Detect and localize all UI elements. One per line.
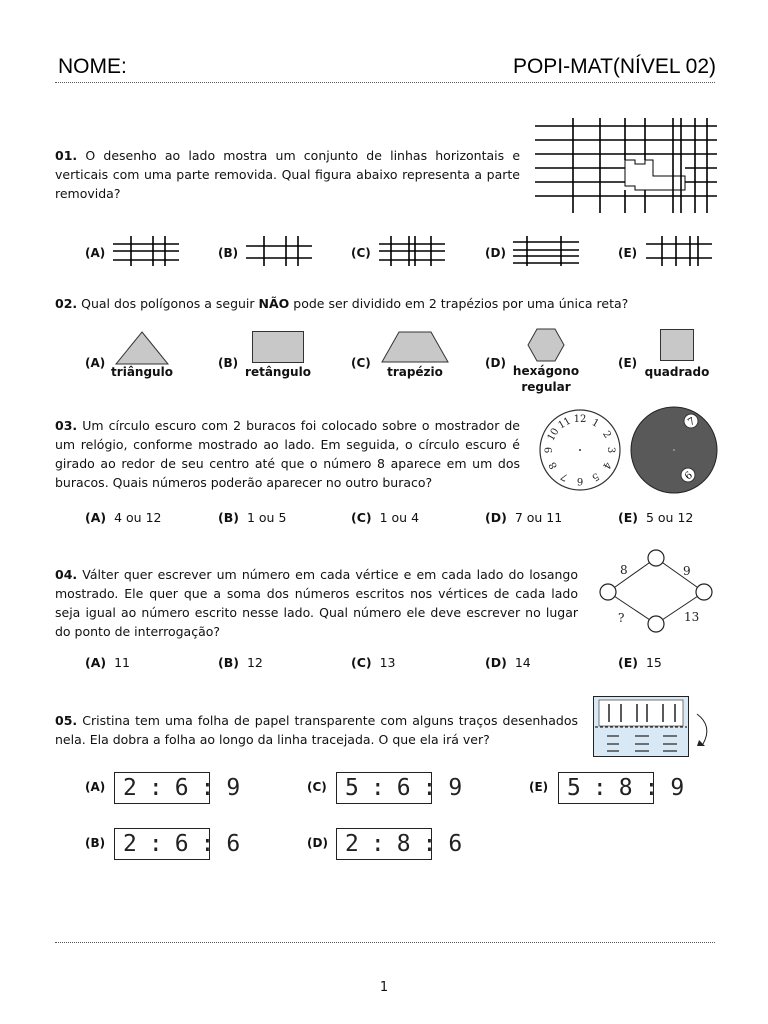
q1-figure-b	[246, 236, 312, 266]
q4-option-e[interactable]: (E) 15	[618, 655, 662, 670]
clock-number-9: 9	[544, 446, 555, 454]
q2-option-e[interactable]: (E)	[618, 356, 638, 370]
question-01-text	[55, 146, 520, 203]
clock-number-6: 6	[576, 475, 584, 486]
side-label-top-left: 8	[620, 563, 628, 577]
question-02-body-end: pode ser dividido em 2 trapézios por uma única reta?	[289, 296, 629, 311]
clock-number-4: 4	[600, 459, 613, 471]
q2-label-c: trapézio	[387, 365, 443, 379]
side-label-bottom-left: ?	[618, 611, 625, 625]
question-04-number: 04.	[55, 567, 78, 582]
question-02-body-start: Qual dos polígonos a seguir	[81, 296, 259, 311]
q2-label-b: retângulo	[245, 365, 311, 379]
q2-option-b[interactable]: (B)	[218, 356, 239, 370]
q1-option-d[interactable]: (D)	[485, 246, 506, 260]
question-01-body: O desenho ao lado mostra um conjunto de linhas horizontais e verticais com uma parte removida. Qual figura abaixo representa a parte removida?	[55, 148, 521, 201]
display-b-digits: 2:6:6	[123, 831, 253, 857]
vertex-right	[696, 584, 712, 600]
q3-option-d[interactable]: (D) 7 ou 11	[485, 510, 563, 525]
vertex-bottom	[648, 616, 664, 632]
vertex-top	[648, 550, 664, 566]
question-01-number: 01.	[55, 148, 78, 163]
q3-option-b[interactable]: (B) 1 ou 5	[218, 510, 287, 525]
hexagon-shape	[527, 328, 565, 362]
rhombus-figure	[594, 548, 714, 634]
fold-arrow-icon	[697, 714, 707, 744]
side-label-bottom-right: 13	[684, 610, 700, 624]
question-04-text	[55, 565, 578, 641]
q2-option-a[interactable]: (A)	[85, 356, 106, 370]
display-d-digits: 2:8:6	[345, 831, 475, 857]
question-03-text	[55, 416, 520, 492]
clock-number-8: 8	[547, 459, 560, 471]
question-04-body: Válter quer escrever um número em cada vértice e em cada lado do losango mostrado. Ele quer que a soma dos números escritos nos vértices de cada lado seja igual ao número escrito nesse lado. Qual número ele deve escrever no lugar do ponto de interrogação?	[55, 567, 578, 639]
question-05-text	[55, 711, 578, 749]
question-05-number: 05.	[55, 713, 78, 728]
q1-option-a[interactable]: (A)	[85, 246, 106, 260]
question-03-number: 03.	[55, 418, 78, 433]
q5-option-d[interactable]: (D)	[307, 836, 328, 850]
q3-option-a[interactable]: (A) 4 ou 12	[85, 510, 162, 525]
q3-option-e[interactable]: (E) 5 ou 12	[618, 510, 694, 525]
clock-number-3: 3	[605, 446, 616, 454]
clock-number-7: 7	[559, 470, 571, 483]
display-e	[558, 772, 697, 804]
q1-option-c[interactable]: (C)	[351, 246, 371, 260]
triangle-shape	[115, 331, 169, 365]
grid-figure	[535, 118, 717, 213]
q2-option-c[interactable]: (C)	[351, 356, 371, 370]
q5-option-a[interactable]: (A)	[85, 780, 106, 794]
q2-label-a: triângulo	[111, 365, 173, 379]
display-a-digits: 2:6:9	[123, 775, 253, 801]
question-02-number: 02.	[55, 296, 78, 311]
side-label-top-right: 9	[683, 564, 691, 578]
q3-option-c[interactable]: (C) 1 ou 4	[351, 510, 420, 525]
display-b	[114, 828, 253, 860]
q1-option-b[interactable]: (B)	[218, 246, 239, 260]
hole-number-top: 7	[686, 415, 698, 429]
dark-disc	[630, 406, 718, 494]
q1-option-e[interactable]: (E)	[618, 246, 638, 260]
header-divider	[55, 82, 715, 83]
q4-option-b[interactable]: (B) 12	[218, 655, 263, 670]
q5-option-e[interactable]: (E)	[529, 780, 549, 794]
footer-divider	[55, 942, 715, 943]
question-02-emphasis: NÃO	[258, 296, 290, 311]
trapezoid-shape	[381, 331, 449, 363]
q1-figure-e	[646, 236, 712, 266]
page-number: 1	[379, 980, 389, 995]
vertex-left	[600, 584, 616, 600]
q1-figure-c	[379, 236, 445, 266]
q5-option-c[interactable]: (C)	[307, 780, 327, 794]
clock-number-5: 5	[589, 470, 601, 483]
level-title: POPI-MAT(NÍVEL 02)	[512, 55, 716, 78]
q2-label-e: quadrado	[644, 365, 710, 379]
clock-face	[538, 408, 622, 492]
square-shape	[660, 329, 694, 361]
q4-option-a[interactable]: (A) 11	[85, 655, 131, 670]
clock-number-2: 2	[600, 429, 613, 441]
clock-number-10: 10	[545, 426, 562, 444]
clock-number-1: 1	[589, 417, 601, 430]
clock-number-11: 11	[556, 415, 574, 432]
q1-figure-d	[513, 236, 579, 266]
name-label: NOME:	[58, 55, 127, 78]
transparent-sheet-figure	[593, 696, 715, 758]
rectangle-shape	[252, 331, 304, 363]
display-c-digits: 5:6:9	[345, 775, 475, 801]
question-03-body: Um círculo escuro com 2 buracos foi colocado sobre o mostrador de um relógio, conforme mostrado ao lado. Em seguida, o círculo escuro é girado ao redor de seu centro até que o número 8 aparece em um dos buracos. Quais números poderão aparecer no outro buraco?	[55, 418, 520, 490]
display-c	[336, 772, 475, 804]
q1-figure-a	[113, 236, 179, 266]
q2-label-d: hexágono regular	[512, 364, 580, 394]
display-a	[114, 772, 253, 804]
q4-option-d[interactable]: (D) 14	[485, 655, 531, 670]
hole-number-bottom: 6	[682, 469, 695, 483]
q2-option-d[interactable]: (D)	[485, 356, 506, 370]
clock-number-12: 12	[573, 414, 587, 425]
question-05-body: Cristina tem uma folha de papel transparente com alguns traços desenhados nela. Ela dobra a folha ao longo da linha tracejada. O que ela irá ver?	[55, 713, 578, 747]
display-e-digits: 5:8:9	[567, 775, 697, 801]
question-02-text	[55, 294, 715, 313]
q5-option-b[interactable]: (B)	[85, 836, 106, 850]
display-d	[336, 828, 475, 860]
q4-option-c[interactable]: (C) 13	[351, 655, 396, 670]
